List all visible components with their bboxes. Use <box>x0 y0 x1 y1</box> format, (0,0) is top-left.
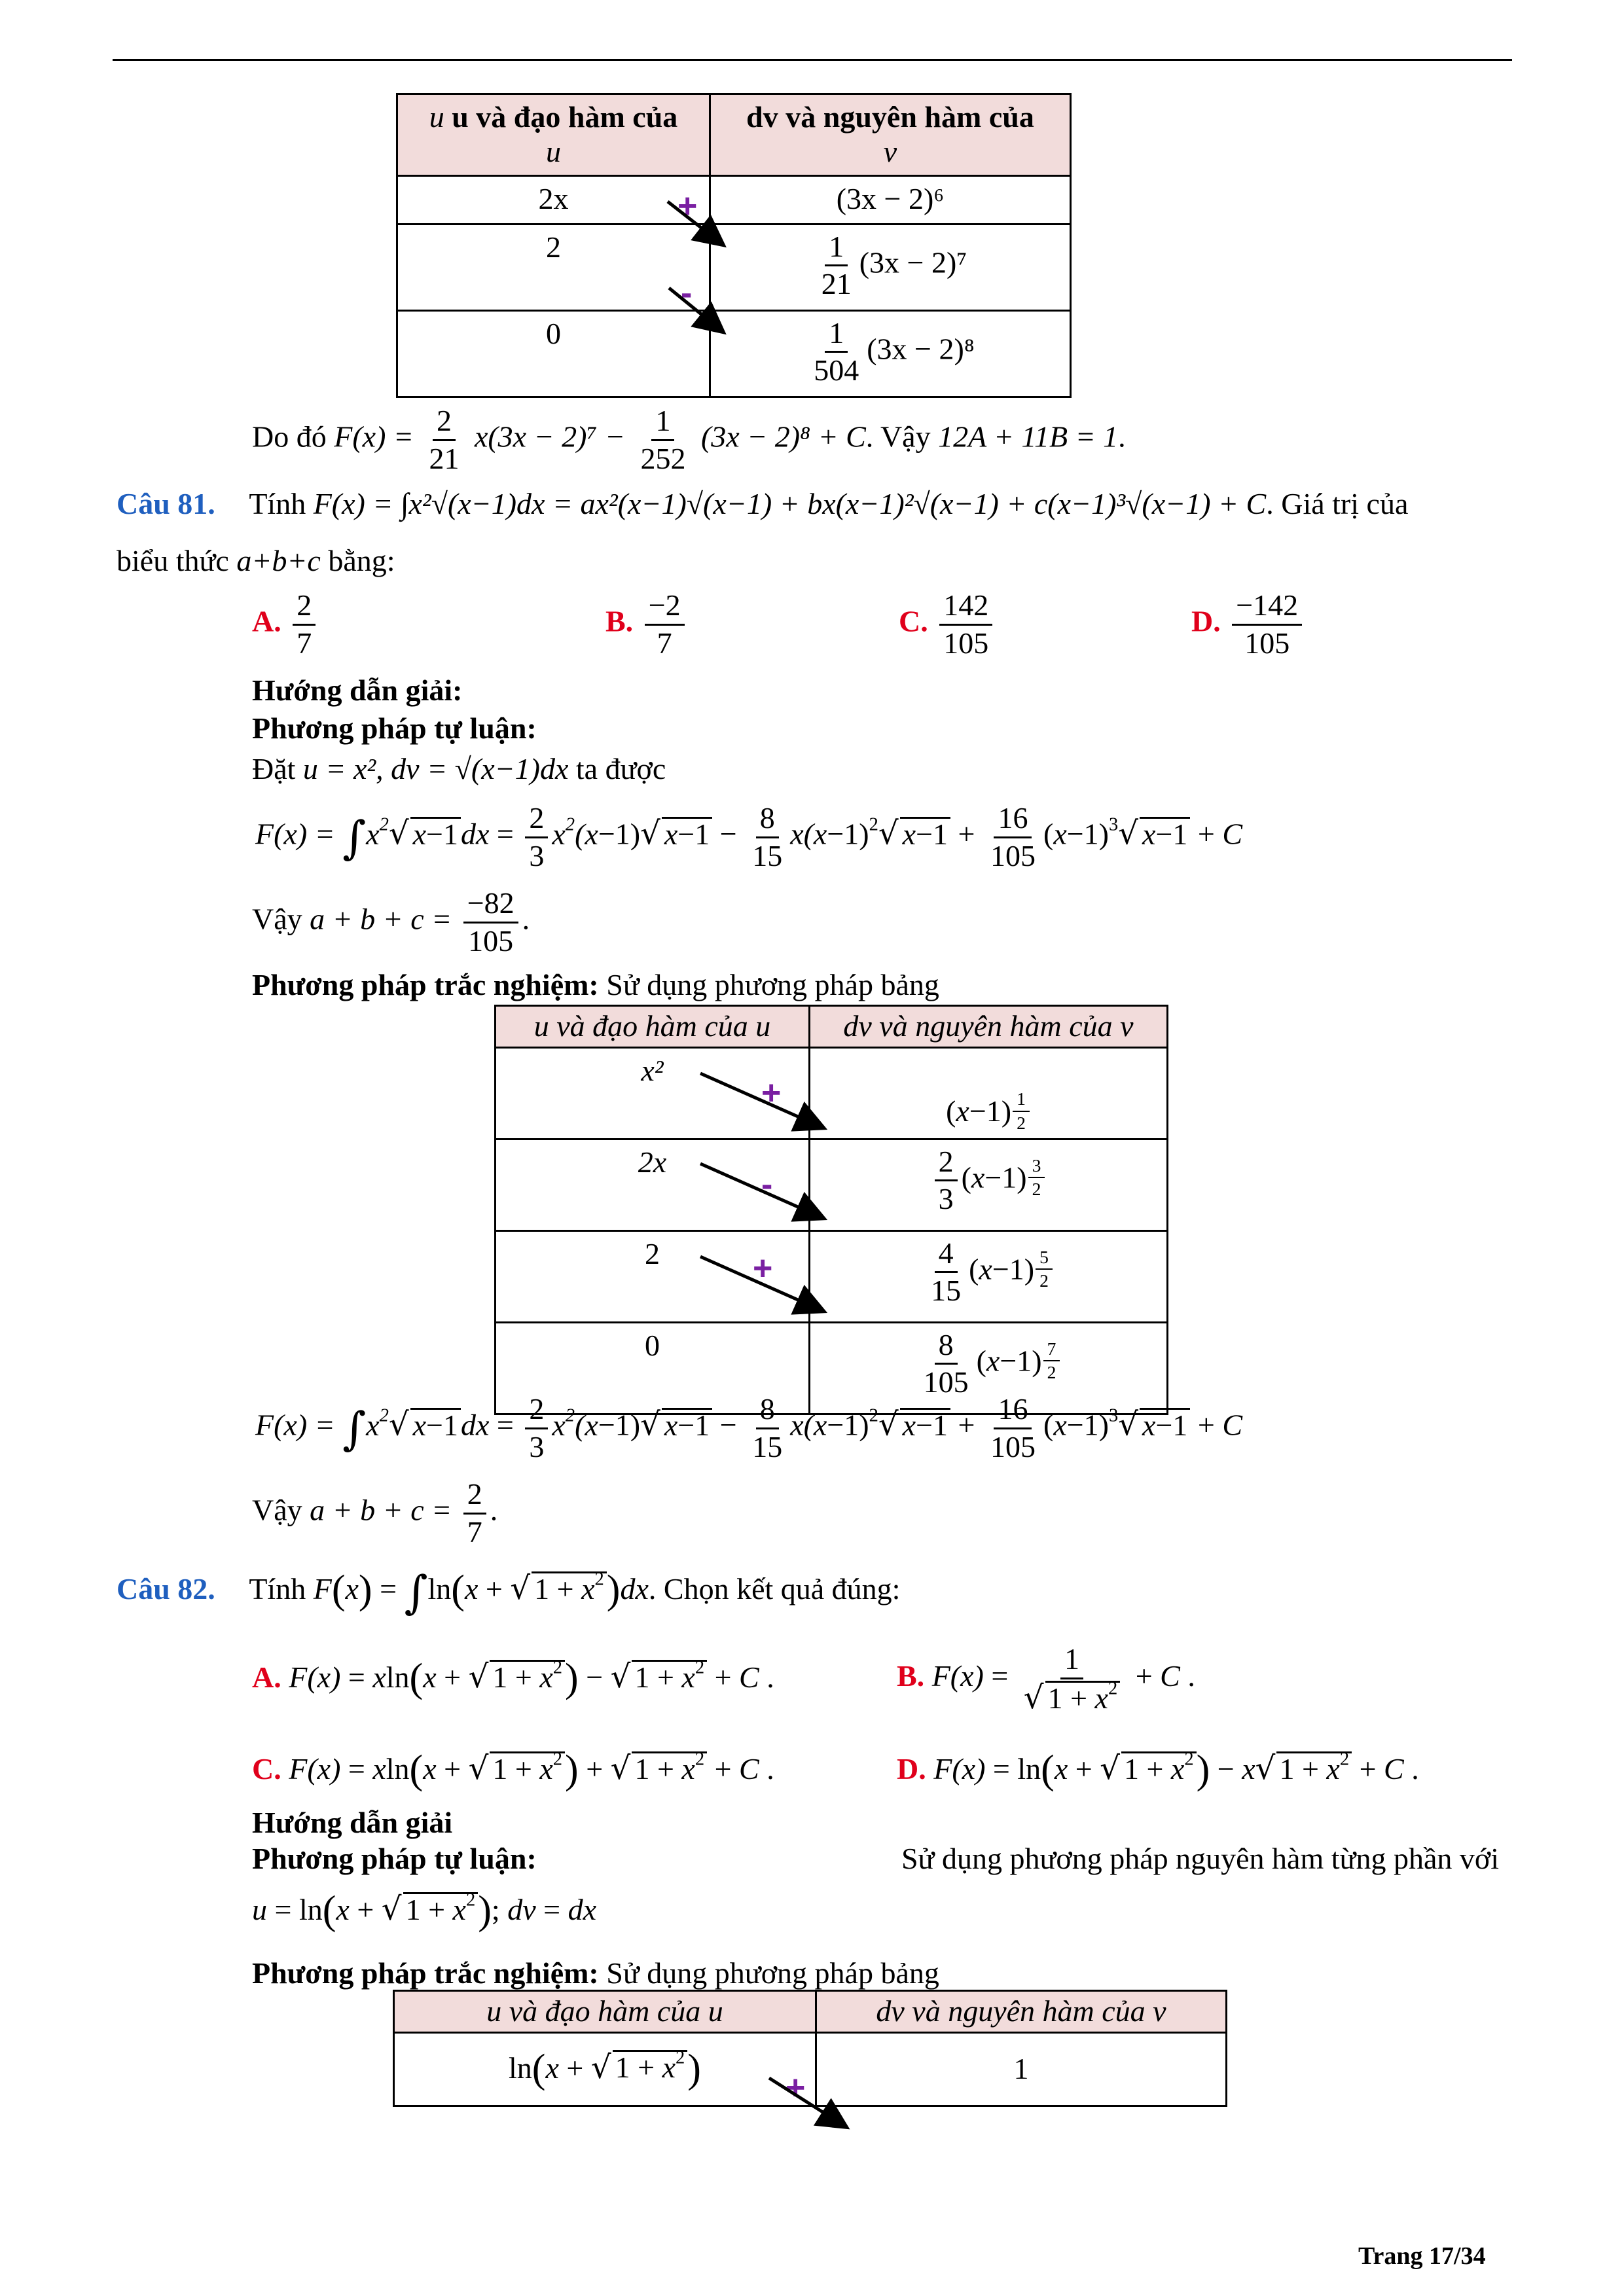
q82-method-1: Phương pháp tự luận: <box>252 1842 537 1875</box>
q81-text: Tính <box>249 487 306 520</box>
v-value: (3x − 2)⁷ <box>859 245 967 279</box>
do-do-lhs: F(x) = <box>334 420 414 454</box>
table-row-u: 0 <box>496 1322 810 1414</box>
table-row-v <box>710 175 1071 224</box>
set-text: Đặt <box>252 752 296 785</box>
table-row-u: x² <box>496 1047 810 1139</box>
v-coef: $\frac{1}{21}$ <box>821 229 852 301</box>
option-label: B. <box>897 1659 925 1693</box>
final-fraction: $\frac{2}{7}$ <box>463 1478 486 1549</box>
sign-plus: + <box>761 1074 782 1112</box>
sign-plus: + <box>677 187 698 225</box>
q81-option-d[interactable]: D. $\frac{-142}{105}$ <box>1191 589 1306 660</box>
q81-method-2: Phương pháp trắc nghiệm: <box>252 968 599 1001</box>
sign-plus: + <box>753 1249 773 1287</box>
q82-guide: Hướng dẫn giải <box>252 1806 453 1839</box>
table-row-v <box>710 310 1071 397</box>
header-u-cell: u và đạo hàm của u <box>496 1006 810 1048</box>
q81-text-3: biểu thức <box>117 544 229 577</box>
q82-option-b[interactable]: B. F(x) = $\frac{1}{√ 1 + x^2}$ + C . <box>897 1642 1195 1716</box>
top-table <box>396 93 1072 398</box>
result-text: Vậy <box>252 902 302 936</box>
q81-expr: a+b+c <box>236 544 321 577</box>
q81-option-b[interactable]: B. $\frac{-2}{7}$ <box>605 589 689 660</box>
header-u-var: u <box>546 134 561 168</box>
table-row-v: $\frac{8}{105}$ (x−1) $\frac{7}{2}$ <box>810 1322 1168 1414</box>
q82-label: Câu 82. <box>117 1571 215 1605</box>
q82-option-a[interactable]: A. F(x) = xln(x + √ $1 + x^2$) − √ $1 + x^2 + C$ . <box>252 1656 774 1700</box>
result-fraction: $\frac{-82}{105}$ <box>463 887 518 958</box>
v-value: (3x − 2)⁸ <box>867 332 975 366</box>
q81-expansion-2: $F(x) = \int x^2√$ x−1dx = $\frac{2}{3}$ $x^2(x-1)√$ x−1 − $\frac{8}{15}$ $x(x-1)^2√$ x−1 + $\frac{16}{105}$ $(x-1)^3√$ x−1 + C <box>255 1392 1243 1463</box>
u-value: 2 <box>546 230 561 264</box>
fraction: $\frac{2}{21}$ <box>429 404 460 475</box>
do-do-mid: x(3x − 2)⁷ − <box>474 420 625 454</box>
final-text: Vậy <box>252 1493 302 1527</box>
q81-method-1: Phương pháp tự luận: <box>252 711 537 745</box>
q81-guide: Hướng dẫn giải: <box>252 673 463 707</box>
header-u-cell: u u và đạo hàm của u <box>397 94 710 176</box>
result-expr: a + b + c = <box>310 902 452 936</box>
v-value: (3x − 2)⁶ <box>836 181 945 215</box>
header-v-var: v <box>883 134 897 168</box>
q81-stem-2 <box>117 545 395 578</box>
set-tail: ta được <box>575 752 666 785</box>
v-coef: $\frac{1}{504}$ <box>814 315 859 387</box>
q81-option-c[interactable]: C. $\frac{142}{105}$ <box>899 589 996 660</box>
table-row-u <box>397 224 710 310</box>
sign-minus: - <box>681 274 693 312</box>
table-row-v: 1 <box>816 2032 1227 2106</box>
page-footer: Trang 17/34 <box>1358 2242 1486 2270</box>
option-label: B. <box>605 604 634 638</box>
top-rule <box>113 59 1512 61</box>
q82-method-2-line <box>252 1957 939 1990</box>
q81-text-2: . Giá trị của <box>1266 487 1409 520</box>
q82-method-2: Phương pháp trắc nghiệm: <box>252 1956 599 1990</box>
q82-method-1-tail: Sử dụng phương pháp nguyên hàm từng phần với <box>901 1842 1499 1875</box>
option-label: D. <box>1191 604 1221 638</box>
header-v-cell: dv và nguyên hàm của v <box>810 1006 1168 1048</box>
q81-expansion: $F(x) = \int x^2√$ x−1dx = $\frac{2}{3}$ $x^2(x-1)√$ x−1 − $\frac{8}{15}$ $x(x-1)^2√$ x−1 + $\frac{16}{105}$ $(x-1)^3√$ x−1 + C <box>255 801 1243 872</box>
expansion-lhs: F(x) = <box>255 817 335 851</box>
do-do-prefix: Do đó <box>252 420 327 454</box>
u-value: 0 <box>546 316 561 350</box>
option-label: A. <box>252 1660 281 1694</box>
do-do-vay: . Vậy <box>865 420 931 454</box>
do-do-result: 12A + 11B = 1 <box>938 420 1119 454</box>
q81-table <box>494 1005 1168 1415</box>
q81-text-4: bằng: <box>328 544 395 577</box>
option-label: A. <box>252 604 281 638</box>
header-v-cell: dv và nguyên hàm của v <box>816 1991 1227 2033</box>
q82-text: Tính <box>249 1571 306 1605</box>
table-row-v: $\frac{2}{3}$ (x−1) $\frac{3}{2}$ <box>810 1139 1168 1230</box>
table-row-v: (x−1) $\frac{1}{2}$ <box>810 1047 1168 1139</box>
q81-method-2-tail: Sử dụng phương pháp bảng <box>606 968 939 1001</box>
sign-minus: - <box>761 1166 773 1204</box>
table-row-u: ln(x + √ $1 + x^2$) <box>394 2032 816 2106</box>
sign-plus: + <box>785 2069 806 2107</box>
option-label: C. <box>899 604 928 638</box>
expansion-lhs: F(x) = <box>255 1408 335 1442</box>
q82-option-c[interactable]: C. F(x) = xln(x + √ $1 + x^2$) + √ $1 + x^2 + C$ . <box>252 1748 774 1792</box>
table-row-u: 2x <box>496 1139 810 1230</box>
header-v-cell <box>710 94 1071 176</box>
option-label: D. <box>897 1751 926 1785</box>
q82-u-line: u = ln(x + √ $1 + x^2$); dv = dx <box>252 1888 596 1933</box>
header-u-cell: u và đạo hàm của u <box>394 1991 816 2033</box>
q81-set-line <box>252 753 666 786</box>
set-expr: u = x², dv = √(x−1)dx <box>302 752 569 785</box>
table-row-v: $\frac{4}{15}$ (x−1) $\frac{5}{2}$ <box>810 1230 1168 1322</box>
q82-method-1-line <box>252 1842 1499 1876</box>
q81-formula: F(x) = ∫x²√(x−1)dx = ax²(x−1)√(x−1) + bx(x−1)²√(x−1) + c(x−1)³√(x−1) + C <box>313 487 1267 520</box>
table-row-u <box>397 310 710 397</box>
table-row-u: 2 <box>496 1230 810 1322</box>
table-row-u <box>397 175 710 224</box>
do-do-tail: (3x − 2)⁸ + C <box>700 420 866 454</box>
q82-option-d[interactable]: D. F(x) = ln(x + √ $1 + x^2) - x√$ $1 + x^2 + C$ . <box>897 1748 1419 1792</box>
u-value: 2x <box>538 181 569 215</box>
header-v-text: dv và nguyên hàm của <box>746 100 1034 134</box>
q81-option-a[interactable]: A. $\frac{2}{7}$ <box>252 589 319 660</box>
q81-final: Vậy a + b + c = $\frac{2}{7}$ . <box>252 1477 498 1549</box>
do-do-line: Do đó F(x) = $\frac{2}{21}$ x(3x − 2)⁷ − $\frac{1}{252}$ (3x − 2)⁸ + C. Vậy 12A + 11B = 1. <box>252 404 1126 475</box>
q81-label: Câu 81. <box>117 487 215 520</box>
q81-method-2-line <box>252 969 939 1002</box>
header-u-text: u và đạo hàm của <box>452 100 678 134</box>
q82-stem: Câu 82. Tính F(x) = ∫ln(x + √ $1 + x^2)dx$. Chọn kết quả đúng: <box>117 1566 901 1619</box>
q82-text-2: . Chọn kết quả đúng: <box>648 1571 901 1605</box>
fraction: $\frac{1}{252}$ <box>640 404 686 475</box>
q81-result: Vậy a + b + c = $\frac{-82}{105}$ . <box>252 886 530 958</box>
table-row-v <box>710 224 1071 310</box>
option-label: C. <box>252 1751 281 1785</box>
q82-table <box>393 1990 1227 2107</box>
q81-stem <box>117 488 1408 521</box>
final-expr: a + b + c = <box>310 1493 452 1527</box>
q82-method-2-tail: Sử dụng phương pháp bảng <box>606 1956 939 1990</box>
